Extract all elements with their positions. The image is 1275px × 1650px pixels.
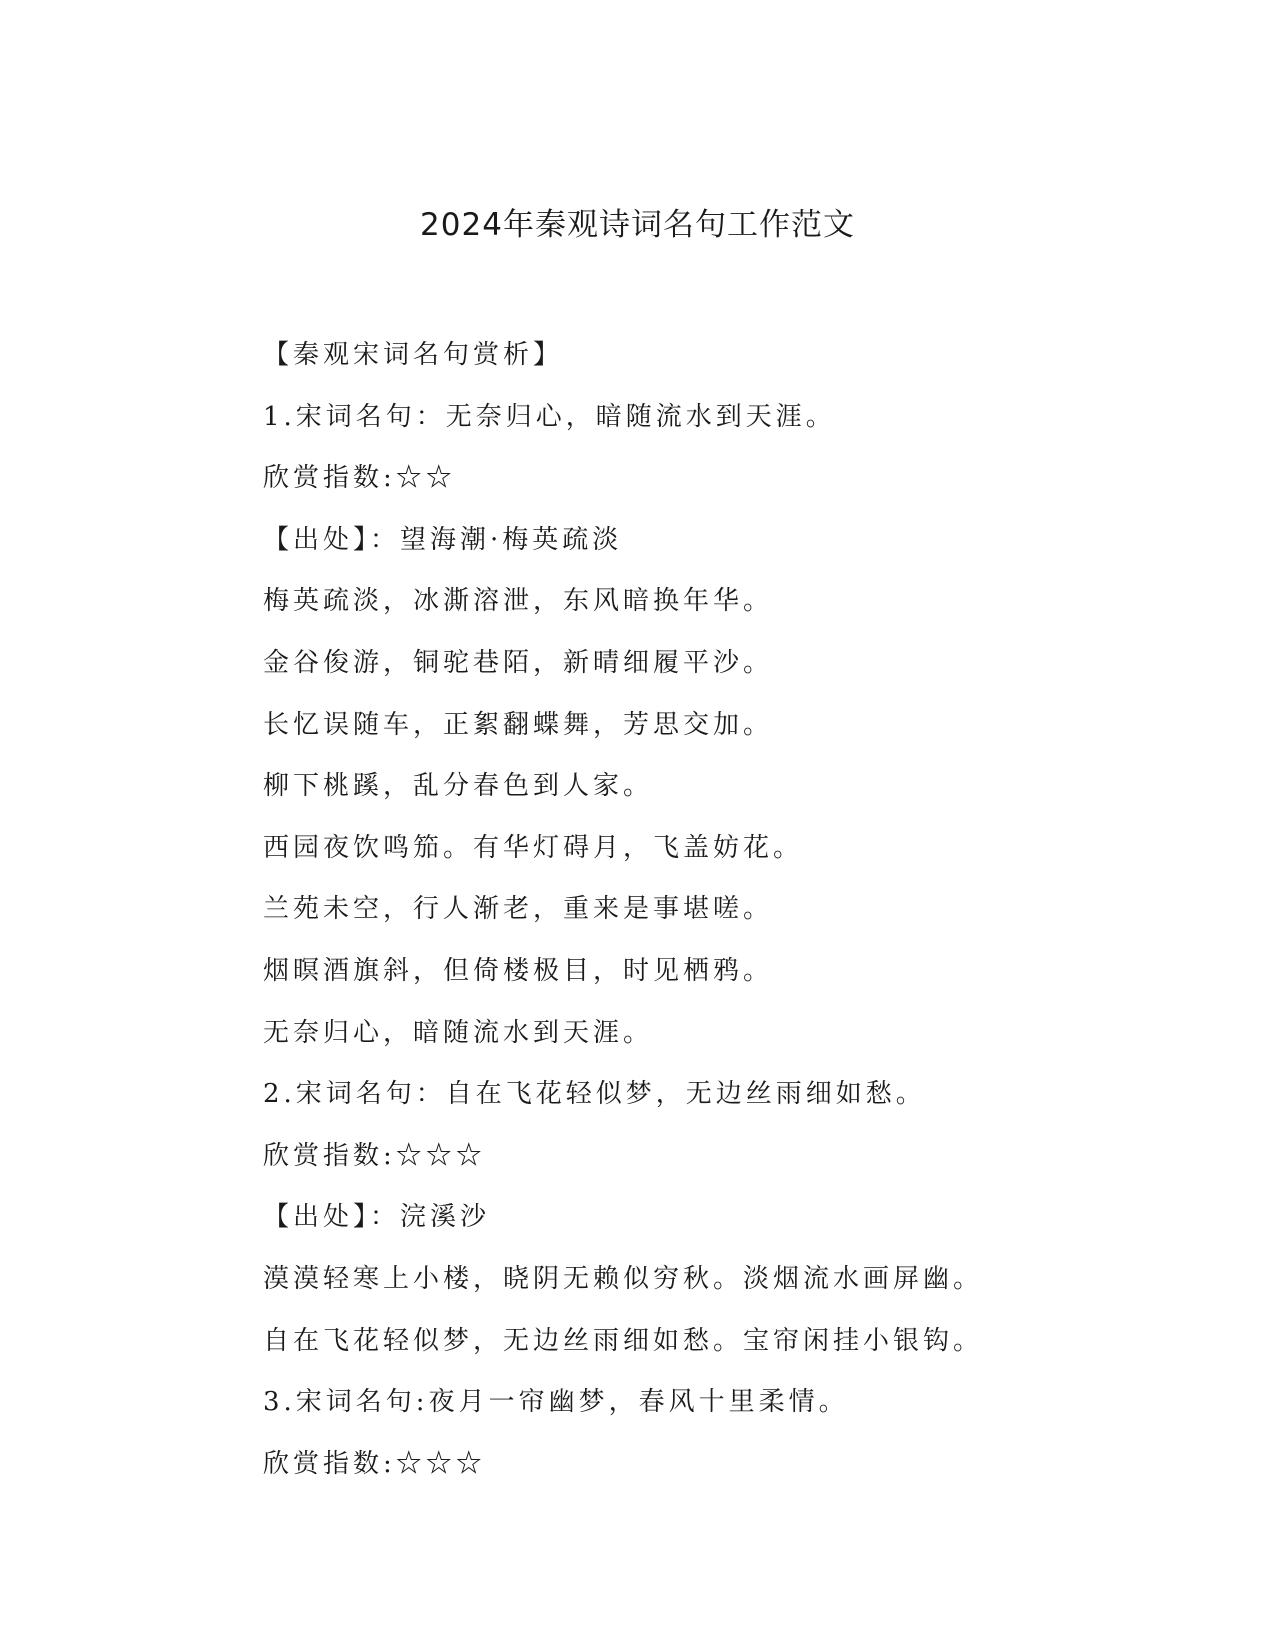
source-2: 【出处】：浣溪沙 [263, 1202, 491, 1233]
poem-line: 长忆误随车，正絮翻蝶舞，芳思交加。 [263, 709, 774, 740]
famous-line-1: 1.宋词名句：无奈归心，暗随流水到天涯。 [263, 401, 836, 432]
source-1: 【出处】：望海潮·梅英疏淡 [263, 524, 623, 555]
section-heading: 【秦观宋词名句赏析】 [263, 340, 564, 370]
poem-line: 自在飞花轻似梦，无边丝雨细如愁。宝帘闲挂小银钩。 [263, 1325, 984, 1356]
poem-line: 金谷俊游，铜驼巷陌，新晴细履平沙。 [263, 647, 774, 678]
poem-line: 烟暝酒旗斜，但倚楼极目，时见栖鸦。 [263, 955, 774, 986]
document-title: 2024年秦观诗词名句工作范文 [420, 207, 855, 243]
rating-1: 欣赏指数:☆☆ [263, 463, 456, 494]
poem-line: 兰苑未空，行人渐老，重来是事堪嗟。 [263, 894, 774, 925]
document-body [263, 325, 1223, 1495]
famous-line-2: 2.宋词名句：自在飞花轻似梦，无边丝雨细如愁。 [263, 1079, 926, 1110]
famous-line-3: 3.宋词名句:夜月一帘幽梦，春风十里柔情。 [263, 1387, 849, 1418]
rating-2: 欣赏指数:☆☆☆ [263, 1140, 486, 1171]
poem-line: 无奈归心，暗随流水到天涯。 [263, 1017, 654, 1048]
poem-line: 柳下桃蹊，乱分春色到人家。 [263, 771, 654, 802]
poem-line: 梅英疏淡，冰澌溶泄，东风暗换年华。 [263, 586, 774, 617]
poem-line: 漠漠轻寒上小楼，晓阴无赖似穷秋。淡烟流水画屏幽。 [263, 1263, 984, 1294]
rating-3: 欣赏指数:☆☆☆ [263, 1448, 486, 1479]
poem-line: 西园夜饮鸣笳。有华灯碍月，飞盖妨花。 [263, 832, 804, 863]
